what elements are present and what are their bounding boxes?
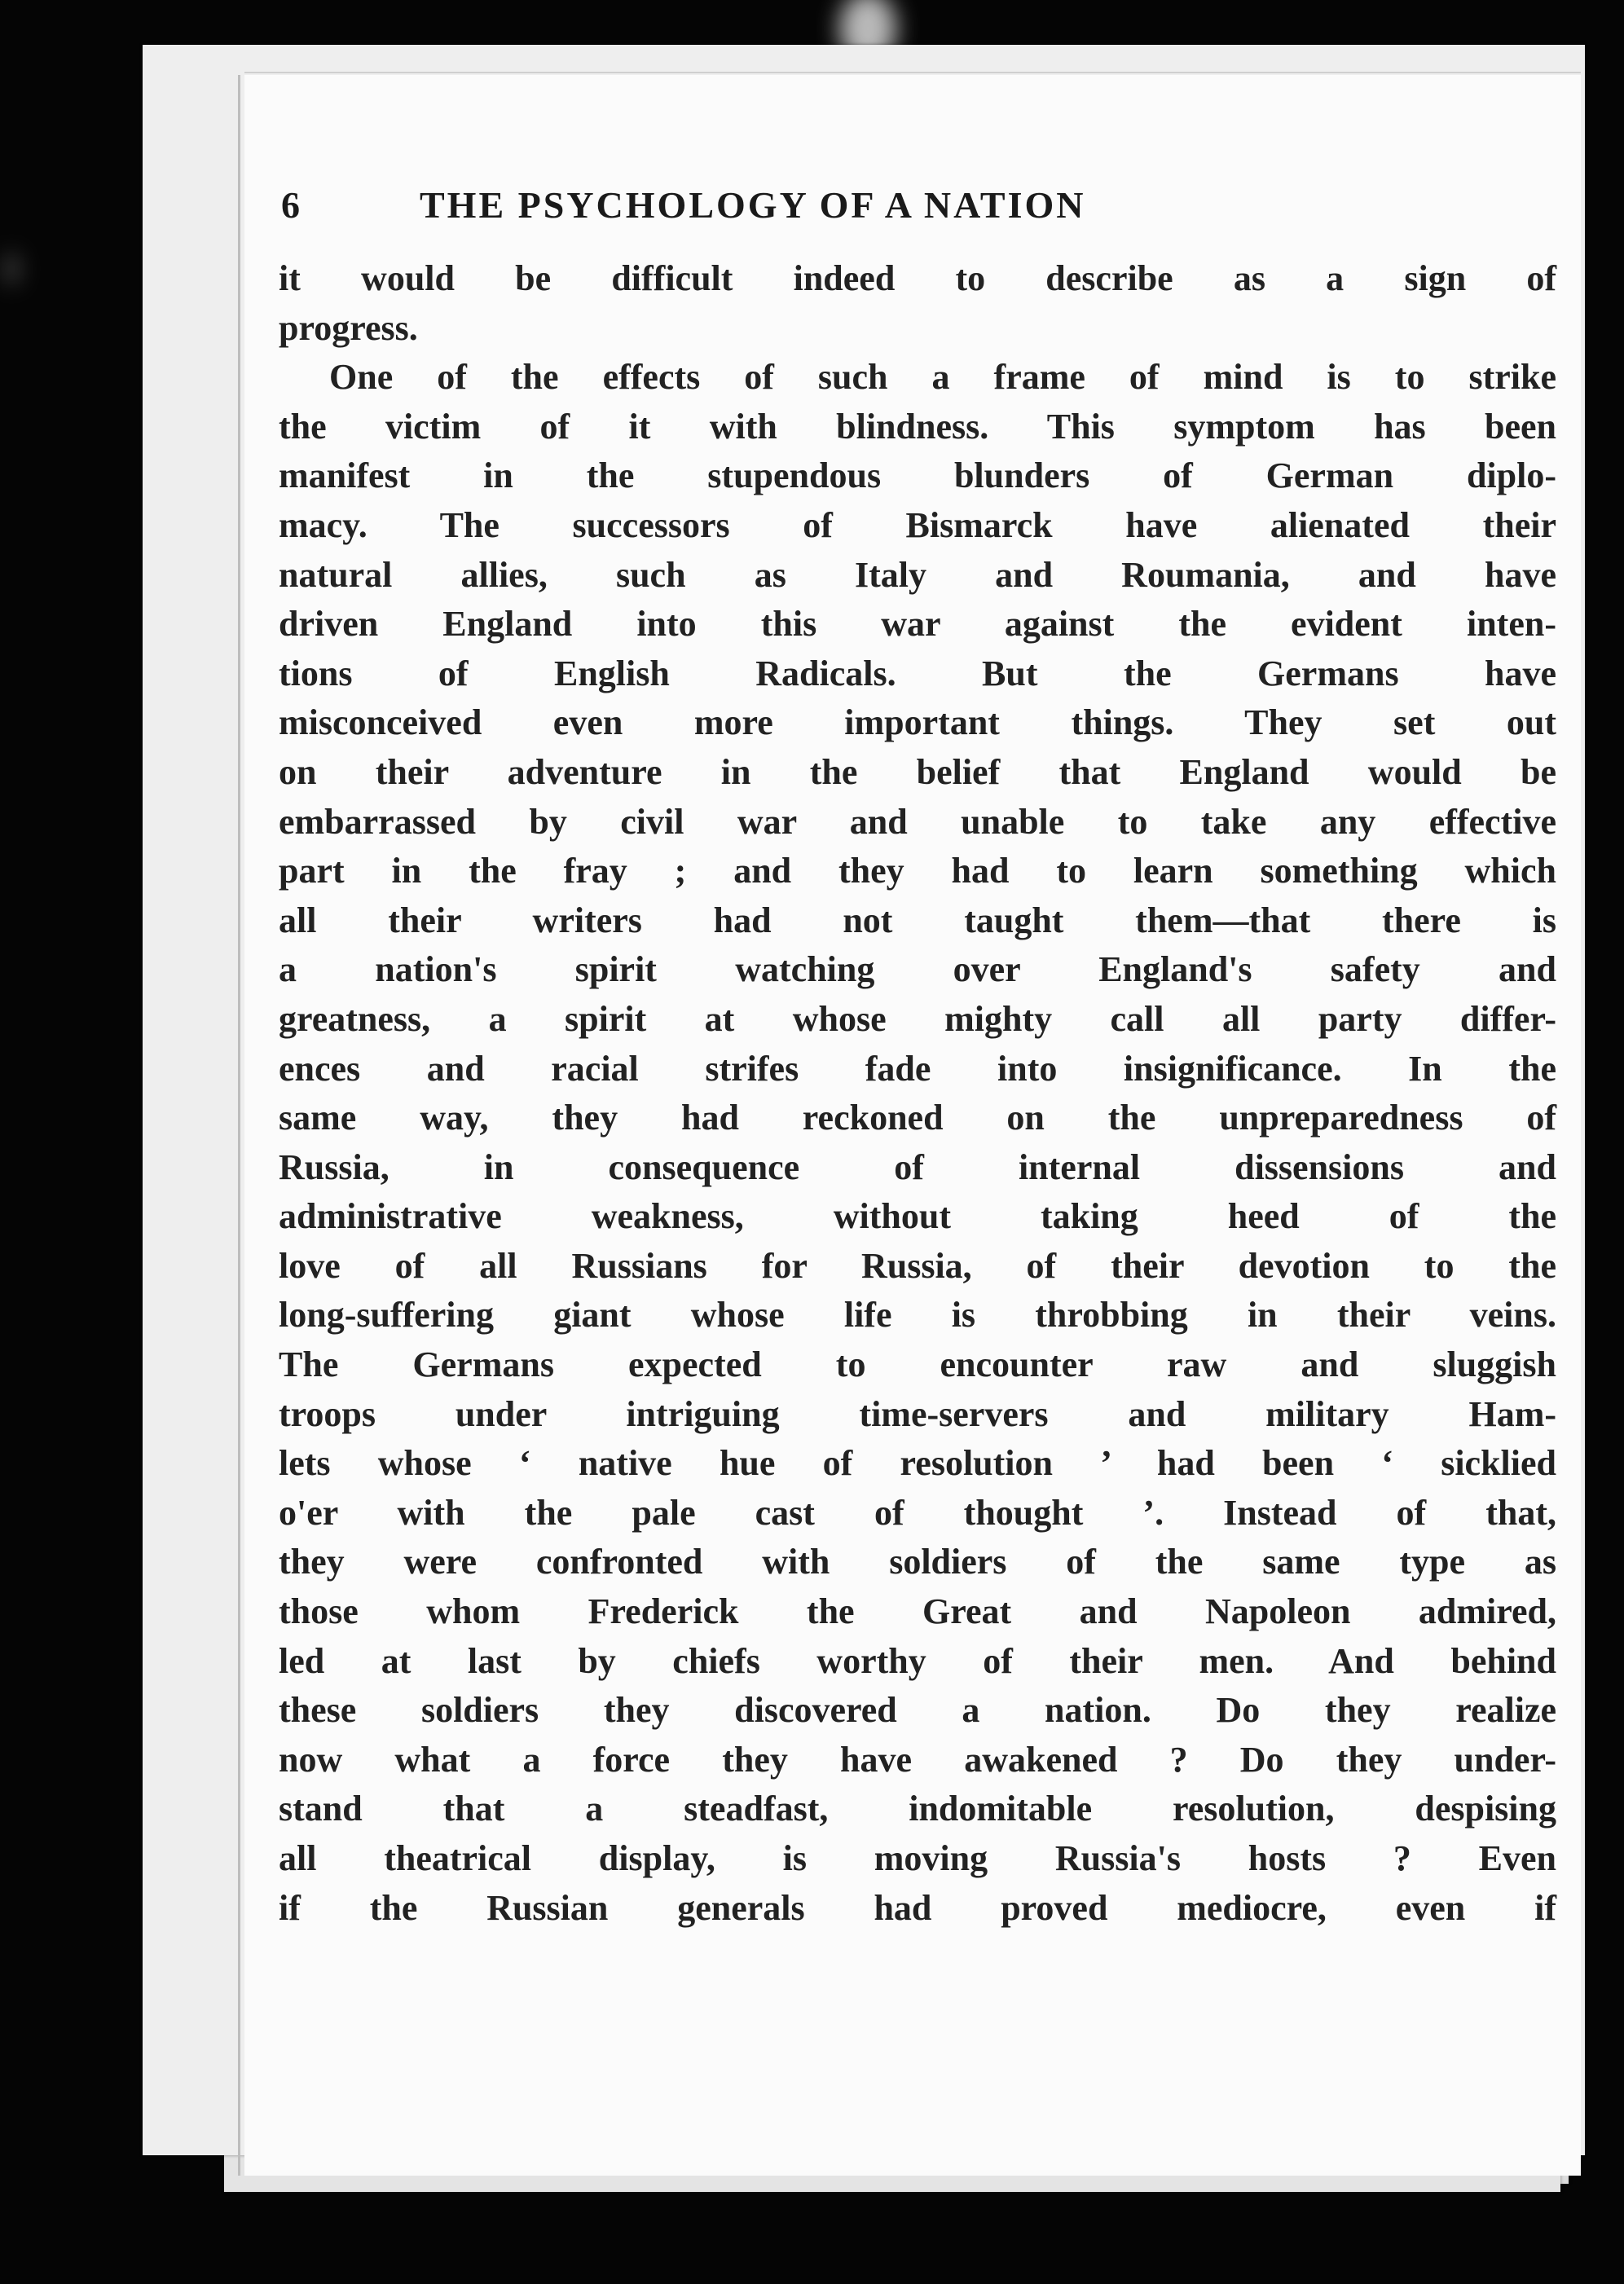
body-text: [279, 254, 1556, 1933]
text-line: part in the fray ; and they had to learn something which: [279, 851, 1556, 891]
text-line: if the Russian generals had proved mediocre, even if: [279, 1887, 1556, 1928]
text-line: a nation's spirit watching over England's safety and: [279, 949, 1556, 990]
text-line: tions of English Radicals. But the Germans have: [279, 653, 1556, 693]
text-line: administrative weakness, without taking heed of the: [279, 1196, 1556, 1237]
text-line: troops under intriguing time-servers and military Ham-: [279, 1393, 1556, 1434]
text-line: led at last by chiefs worthy of their men. And behind: [279, 1640, 1556, 1681]
text-line: Russia, in consequence of internal dissensions and: [279, 1146, 1556, 1187]
text-line: they were confronted with soldiers of the same type as: [279, 1542, 1556, 1582]
text-line: these soldiers they discovered a nation. Do they realize: [279, 1690, 1556, 1731]
running-title: THE PSYCHOLOGY OF A NATION: [420, 184, 1086, 226]
text-line: The Germans expected to encounter raw and sluggish: [279, 1344, 1556, 1385]
text-line: stand that a steadfast, indomitable resolution, despising: [279, 1789, 1556, 1829]
text-line: lets whose ‘ native hue of resolution ’ had been ‘ sicklied: [279, 1443, 1556, 1484]
text-line: macy. The successors of Bismarck have alienated their: [279, 504, 1556, 545]
text-line: on their adventure in the belief that England would be: [279, 751, 1556, 792]
text-line: the victim of it with blindness. This symptom has been: [279, 406, 1556, 447]
text-line: same way, they had reckoned on the unpreparedness of: [279, 1098, 1556, 1138]
text-line: One of the effects of such a frame of mind is to strike: [329, 357, 1556, 398]
text-line: all their writers had not taught them—that there is: [279, 900, 1556, 940]
left-scan-artifact: [5, 253, 18, 285]
running-head: [281, 167, 1430, 240]
text-line: o'er with the pale cast of thought ’. Instead of that,: [279, 1492, 1556, 1533]
text-line: progress.: [279, 307, 418, 348]
text-line: misconceived even more important things. They set out: [279, 702, 1556, 743]
text-line: long-suffering giant whose life is throbbing in their veins.: [279, 1295, 1556, 1336]
text-line: embarrassed by civil war and unable to take any effective: [279, 801, 1556, 842]
text-line: love of all Russians for Russia, of their devotion to the: [279, 1245, 1556, 1286]
page-left-edge: [238, 75, 240, 2176]
text-line: it would be difficult indeed to describe as a sign of: [279, 258, 1556, 298]
text-line: ences and racial strifes fade into insignificance. In the: [279, 1048, 1556, 1089]
text-line: now what a force they have awakened ? Do they under-: [279, 1739, 1556, 1780]
text-line: greatness, a spirit at whose mighty call all party differ-: [279, 998, 1556, 1039]
text-line: driven England into this war against the evident inten-: [279, 604, 1556, 645]
text-line: manifest in the stupendous blunders of German diplo-: [279, 455, 1556, 496]
page-number: 6: [281, 184, 300, 226]
text-line: those whom Frederick the Great and Napoleon admired,: [279, 1591, 1556, 1632]
page-top-edge: [244, 72, 1581, 73]
text-line: natural allies, such as Italy and Roumania, and have: [279, 554, 1556, 595]
text-line: all theatrical display, is moving Russia's hosts ? Even: [279, 1838, 1556, 1878]
